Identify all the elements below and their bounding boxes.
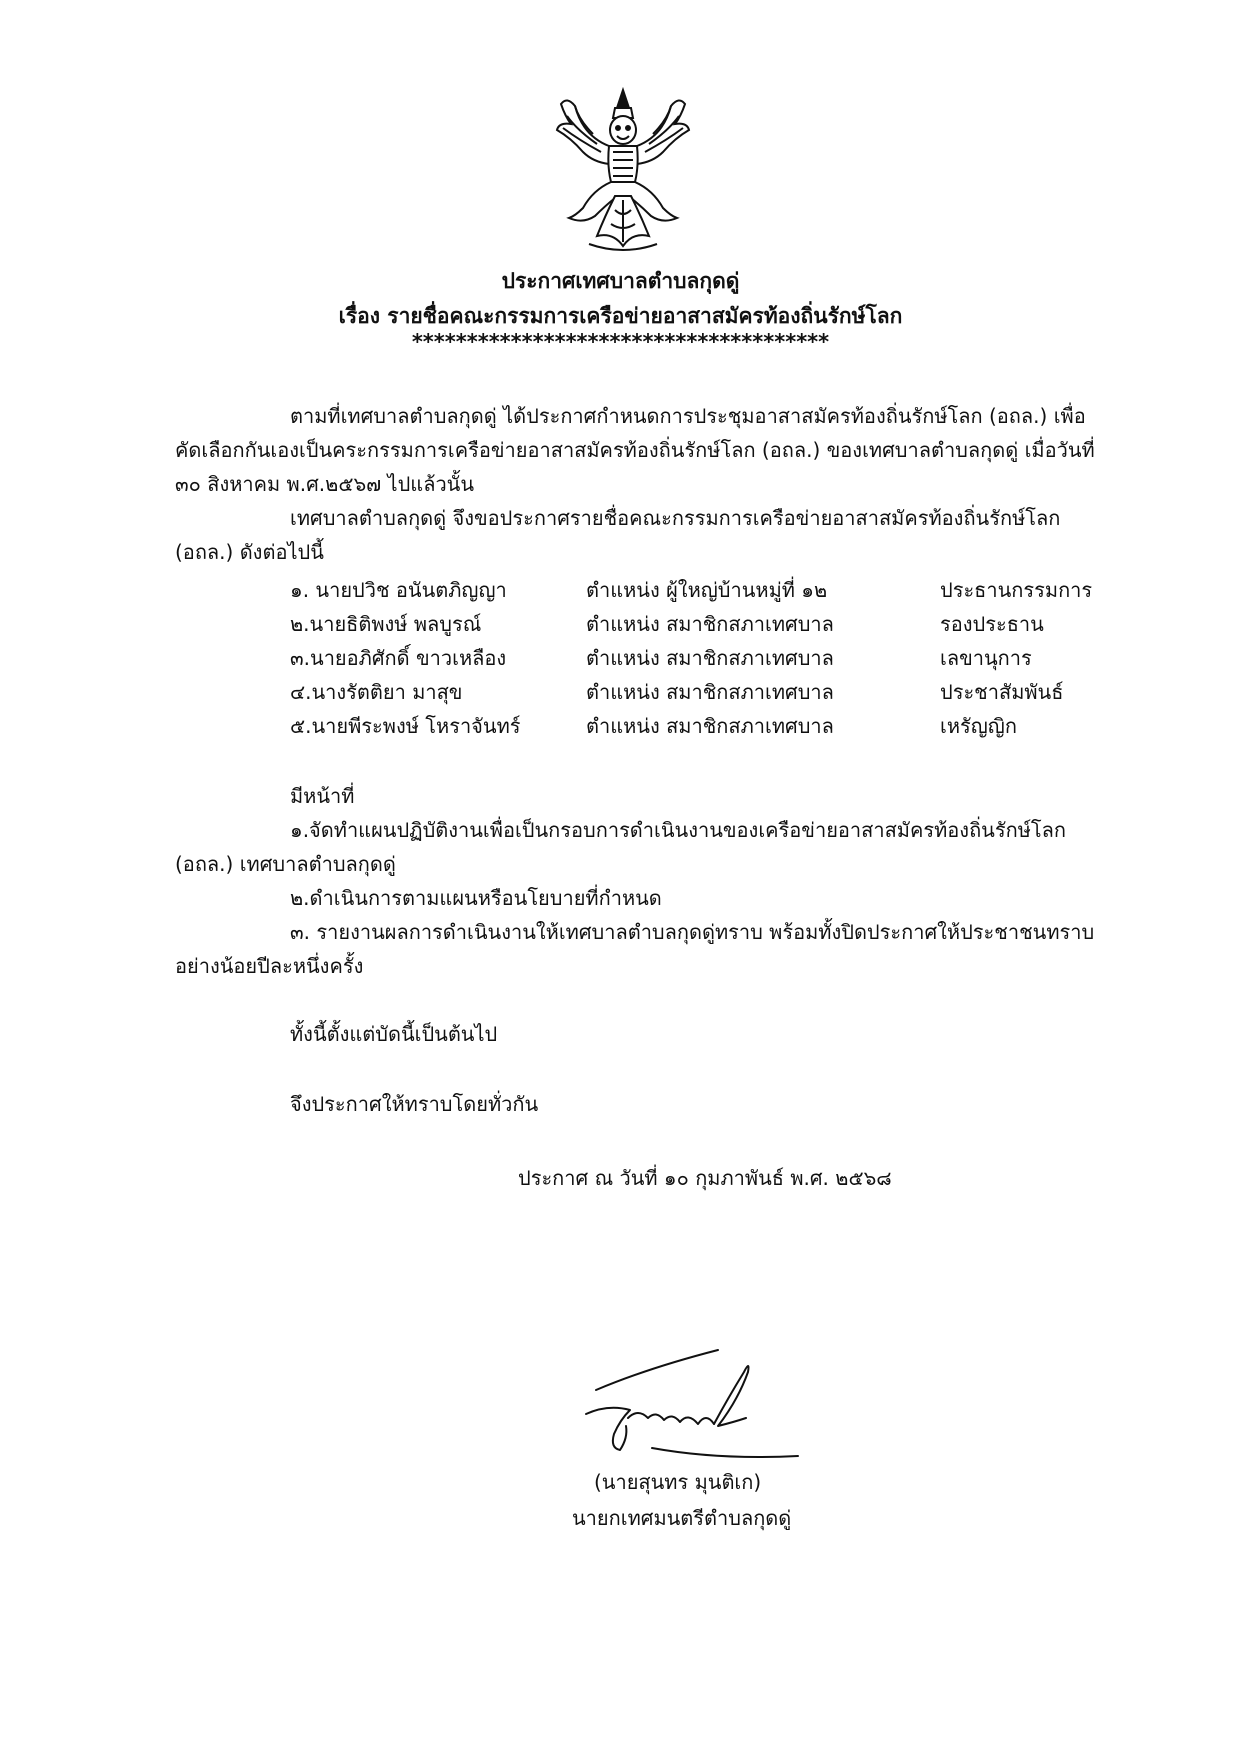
duty-2: ๒.ดำเนินการตามแผนหรือนโยบายที่กำหนด [290,886,662,910]
paragraph-1-line-3: ๓๐ สิงหาคม พ.ศ.๒๕๖๗ ไปแล้วนั้น [175,472,475,496]
member-row [290,574,1110,608]
member-row [290,676,1110,710]
member-role: เหรัญญิก [940,714,1017,738]
garuda-emblem-icon [553,86,693,256]
member-name: ๑. นายปวิช อนันตภิญญา [290,578,507,602]
effective-statement: ทั้งนี้ตั้งแต่บัดนี้เป็นต้นไป [290,1022,498,1046]
duty-1-line-2: (อถล.) เทศบาลตำบลกุดดู่ [175,852,396,876]
paragraph-2-line-1: เทศบาลตำบลกุดดู่ จึงขอประกาศรายชื่อคณะกรรมการเครือข่ายอาสาสมัครท้องถิ่นรักษ์โลก [290,506,1061,530]
member-name: ๔.นางรัตติยา มาสุข [290,680,463,704]
member-row [290,642,1110,676]
paragraph-1-line-1: ตามที่เทศบาลตำบลกุดดู่ ได้ประกาศกำหนดการประชุมอาสาสมัครท้องถิ่นรักษ์โลก (อถล.) เพื่อ [290,404,1086,428]
announce-statement: จึงประกาศให้ทราบโดยทั่วกัน [290,1092,539,1116]
member-role: เลขานุการ [940,646,1032,670]
member-role: รองประธาน [940,612,1044,636]
member-name: ๒.นายธิติพงษ์ พลบูรณ์ [290,612,482,636]
member-position: ตำแหน่ง ผู้ใหญ่บ้านหมู่ที่ ๑๒ [586,578,828,602]
signatory-name: (นายสุนทร มุนติเก) [594,1470,762,1494]
separator-stars: ************************************** [411,330,830,354]
member-role: ประธานกรรมการ [940,578,1093,602]
member-row [290,710,1110,744]
member-position: ตำแหน่ง สมาชิกสภาเทศบาล [586,646,834,670]
member-row [290,608,1110,642]
member-name: ๓.นายอภิศักดิ์ ขาวเหลือง [290,646,507,670]
duty-1-line-1: ๑.จัดทำแผนปฏิบัติงานเพื่อเป็นกรอบการดำเนินงานของเครือข่ายอาสาสมัครท้องถิ่นรักษ์โลก [290,818,1066,842]
member-position: ตำแหน่ง สมาชิกสภาเทศบาล [586,714,834,738]
signatory-title: นายกเทศมนตรีตำบลกุดดู่ [572,1506,792,1530]
announcement-title: ประกาศเทศบาลตำบลกุดดู่ [501,269,740,293]
duty-3-line-1: ๓. รายงานผลการดำเนินงานให้เทศบาลตำบลกุดดู่ทราบ พร้อมทั้งปิดประกาศให้ประชาชนทราบ [290,920,1095,944]
duties-heading: มีหน้าที่ [290,784,355,808]
paragraph-1-line-2: คัดเลือกกันเองเป็นคระกรรมการเครือข่ายอาสาสมัครท้องถิ่นรักษ์โลก (อถล.) ของเทศบาลตำบลกุดดู่ เมื่อวันที่ [175,438,1095,462]
paragraph-2-line-2: (อถล.) ดังต่อไปนี้ [175,540,324,564]
member-position: ตำแหน่ง สมาชิกสภาเทศบาล [586,612,834,636]
member-name: ๕.นายพีระพงษ์ โหราจันทร์ [290,714,521,738]
duty-3-line-2: อย่างน้อยปีละหนึ่งครั้ง [175,954,364,978]
member-position: ตำแหน่ง สมาชิกสภาเทศบาล [586,680,834,704]
announcement-subject: เรื่อง รายชื่อคณะกรรมการเครือข่ายอาสาสมัครท้องถิ่นรักษ์โลก [338,304,903,328]
member-role: ประชาสัมพันธ์ [940,680,1064,704]
announcement-date: ประกาศ ณ วันที่ ๑๐ กุมภาพันธ์ พ.ศ. ๒๕๖๘ [518,1166,892,1190]
